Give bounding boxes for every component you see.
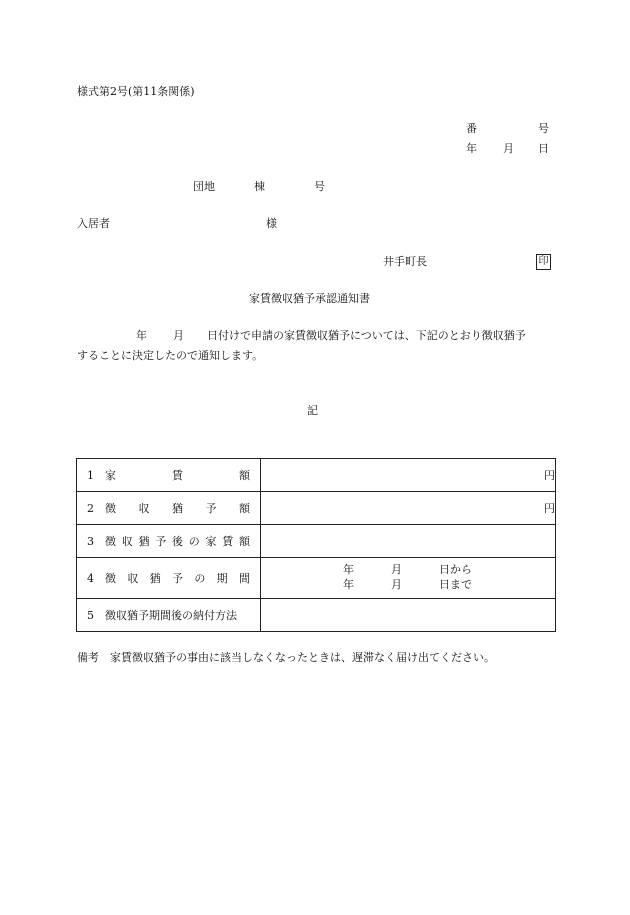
body-line2: することに決定したので通知します。 <box>77 349 264 362</box>
ki-heading: 記 <box>307 404 318 417</box>
row1-number: 1 <box>87 468 94 482</box>
row3-char: 家 <box>205 535 217 548</box>
row5-value <box>261 599 556 632</box>
row1-char: 家 <box>105 469 116 482</box>
row3-char: 額 <box>239 535 250 548</box>
document-title: 家賃徴収猶予承認通知書 <box>249 292 370 305</box>
row2-label <box>77 492 261 525</box>
row4-char: 間 <box>238 572 250 585</box>
row1-label <box>77 459 261 492</box>
form-number: 様式第2号(第11条関係) <box>77 85 195 98</box>
row3-number: 3 <box>87 534 94 548</box>
row4-char: 徴 <box>105 572 116 585</box>
row5-label <box>77 599 261 632</box>
row5-number: 5 <box>87 608 94 622</box>
seal-mark: 印 <box>536 254 551 270</box>
remarks-note: 備考 家賃徴収猶予の事由に該当しなくなったときは、遅滞なく届け出てください。 <box>77 651 495 664</box>
row4-char: 猶 <box>149 572 161 585</box>
header-ban: 番 <box>466 122 477 135</box>
row4-label <box>77 558 261 599</box>
row2-char: 収 <box>138 502 150 515</box>
issuer-name: 井手町長 <box>383 255 427 268</box>
row3-char: 賃 <box>222 535 234 548</box>
body-line1: 日付けで申請の家賃徴収猶予については、下記のとおり徴収猶予 <box>207 329 526 342</box>
row3-char: 予 <box>155 535 167 548</box>
row3-char: の <box>188 535 200 548</box>
period-from-year: 年 <box>343 563 354 576</box>
period-from-month: 月 <box>391 563 402 576</box>
row1-char: 額 <box>239 469 250 482</box>
row4-number: 4 <box>87 571 94 585</box>
row2-char: 猶 <box>172 502 183 515</box>
header-month: 月 <box>503 142 514 155</box>
row3-char: 収 <box>121 535 133 548</box>
table-row <box>77 492 556 525</box>
table-row <box>77 558 556 599</box>
row2-number: 2 <box>87 501 94 515</box>
body-month: 月 <box>173 329 184 342</box>
row3-label <box>77 525 261 558</box>
row4-char: 収 <box>127 572 139 585</box>
recipient-honorific: 様 <box>266 217 277 230</box>
row3-value <box>261 525 556 558</box>
row1-value <box>261 459 556 492</box>
period-to-day: 日まで <box>439 578 472 591</box>
yen-unit: 円 <box>544 469 555 482</box>
row4-char: 期 <box>216 572 228 585</box>
period-from-day: 日から <box>439 563 472 576</box>
recipient-label: 入居者 <box>77 217 110 230</box>
table-row <box>77 599 556 632</box>
row3-char: 後 <box>172 535 183 548</box>
row4-value <box>261 558 556 599</box>
row3-char: 徴 <box>105 535 116 548</box>
row4-char: 予 <box>171 572 183 585</box>
row3-char: 猶 <box>138 535 150 548</box>
row2-char: 徴 <box>105 502 116 515</box>
row5-text: 徴収猶予期間後の納付方法 <box>105 609 237 622</box>
yen-unit: 円 <box>544 502 555 515</box>
body-year: 年 <box>136 329 147 342</box>
row4-char: の <box>194 572 206 585</box>
header-year: 年 <box>466 142 477 155</box>
period-block <box>261 558 555 598</box>
address-go: 号 <box>314 180 325 193</box>
header-go: 号 <box>538 122 549 135</box>
row2-char: 額 <box>239 502 250 515</box>
period-to-year: 年 <box>343 578 354 591</box>
row1-char: 賃 <box>172 469 183 482</box>
row2-value <box>261 492 556 525</box>
period-to-month: 月 <box>391 578 402 591</box>
table-row <box>77 459 556 492</box>
header-day: 日 <box>538 142 549 155</box>
table-row <box>77 525 556 558</box>
address-danchi: 団地 <box>193 180 215 193</box>
address-tou: 棟 <box>254 180 265 193</box>
details-table <box>76 458 556 632</box>
row2-char: 予 <box>205 502 217 515</box>
